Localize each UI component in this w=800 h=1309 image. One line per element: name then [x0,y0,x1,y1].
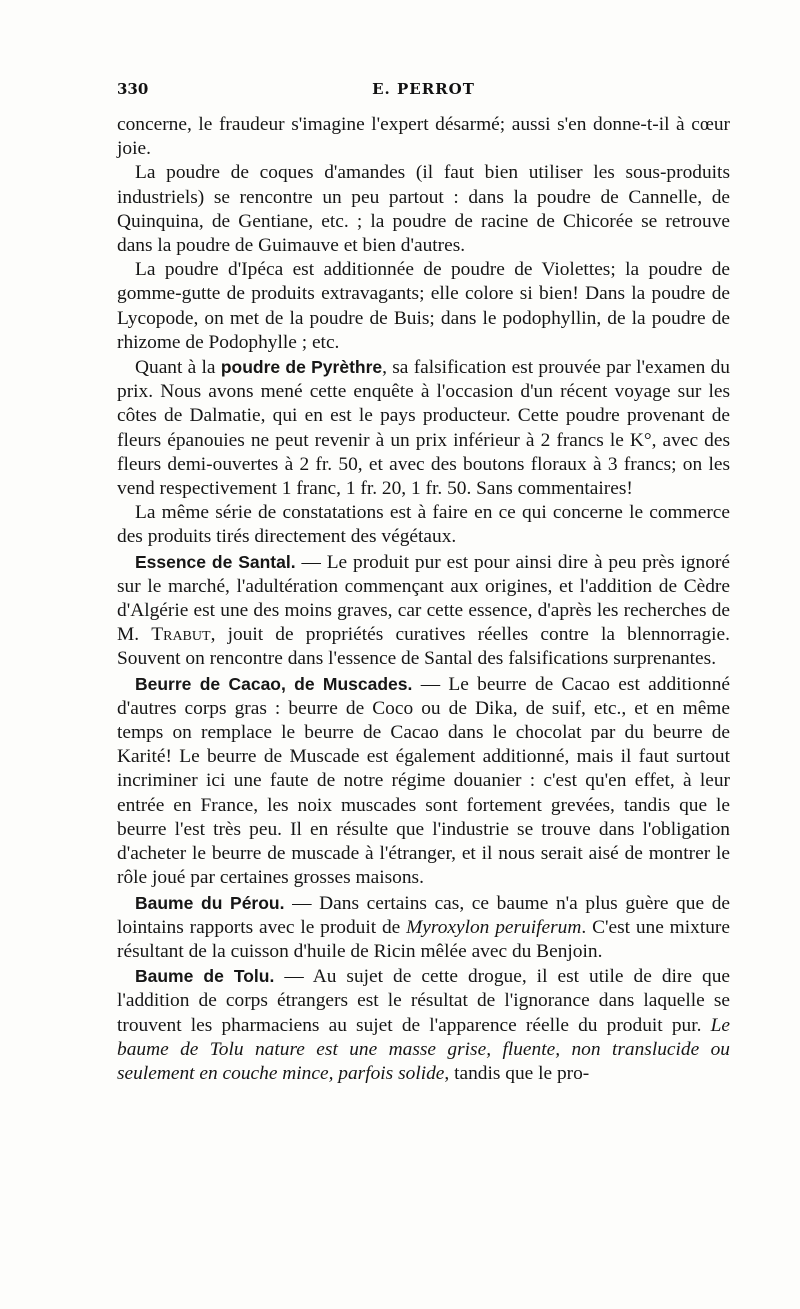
section-term-cacao: Beurre de Cacao, de Muscades. [135,673,413,694]
paragraph-santal [117,550,730,672]
paragraph-text-continued: . C'est une mixture résultant de la cuisson d'huile de Ricin mêlée avec du Benjoin. [117,916,730,962]
paragraph-text: La poudre de coques d'amandes (il faut bien utiliser les sous-produits industriels) se rencontre un peu partout : dans la poudre de Cannelle, de Quinquina, de Gentiane, etc. ; la poudre de racine de Chicorée se retrouve dans la poudre de Guimauve et bien d'autres. [117,162,730,257]
body-text [117,113,730,1086]
paragraph-text: concerne, le fraudeur s'imagine l'expert désarmé; aussi s'en donne-t-il à cœur joie. [117,114,730,160]
running-header [117,80,730,104]
paragraph-continuation [117,113,730,161]
paragraph-text-continued: , tandis que le pro- [444,1062,590,1084]
paragraph-vegetaux [117,501,730,549]
paragraph-text-continued: , jouit de propriétés curatives réelles contre la blennorragie. Souvent on rencontre dans l'essence de Santal des falsifications surprenantes. [117,624,730,670]
italic-description: Le baume de Tolu nature est une masse grise, fluente, non translucide ou seulement en couche mince, parfois solide [117,1014,730,1084]
section-term-tolu: Baume de Tolu. [135,966,275,987]
paragraph-text: — Au sujet de cette drogue, il est utile de dire que l'addition de corps étrangers est le résultat de l'ignorance dans laquelle se trouvent les pharmaciens au sujet de l'apparence réelle du produit pur. [117,966,730,1036]
species-name-italic: Myroxylon peruiferum [406,916,582,938]
paragraph-tolu [117,964,730,1086]
section-term-pyrethre: poudre de Pyrèthre [220,357,383,378]
cited-author-name: Trabut [151,624,211,646]
paragraph-text: — Dans certains cas, ce baume n'a plus guère que de lointains rapports avec le produit de [117,892,730,938]
paragraph-perou [117,891,730,965]
page-number: 330 [117,80,149,98]
paragraph-text: — Le produit pur est pour ainsi dire à peu près ignoré sur le marché, l'adultération commençant aux origines, et l'addition de Cèdre d'Algérie est une des moins graves, car cette essence, d'après les recherches de M. [117,551,730,646]
paragraph-text: La même série de constatations est à faire en ce qui concerne le commerce des produits tirés directement des végétaux. [117,502,730,548]
paragraph-cacao [117,672,730,891]
paragraph-pyrethre [117,355,730,501]
paragraph-lead: Quant à la [135,357,216,379]
running-head-author: E. PERROT [372,80,475,98]
section-term-santal: Essence de Santal. [135,551,296,572]
section-term-perou: Baume du Pérou. [135,892,285,913]
paragraph-coques-amandes [117,161,730,258]
paragraph-ipeca [117,258,730,355]
paragraph-text: La poudre d'Ipéca est additionnée de poudre de Violettes; la poudre de gomme-gutte de produits extravagants; elle colore si bien! Dans la poudre de Lycopode, on met de la poudre de Buis; dans le podophyllin, de la poudre de rhizome de Podophylle ; etc. [117,259,730,353]
paragraph-text: , sa falsification est prouvée par l'examen du prix. Nous avons mené cette enquête à l'occasion d'un récent voyage sur les côtes de Dalmatie, qui en est le pays producteur. Cette poudre provenant de fleurs épanouies ne peut revenir à un prix inférieur à 2 francs le K°, avec des fleurs demi-ouvertes à 2 fr. 50, et avec des boutons floraux à 3 francs; on les vend respectivement 1 franc, 1 fr. 20, 1 fr. 50. Sans commentaires! [117,357,730,500]
paragraph-text: — Le beurre de Cacao est additionné d'autres corps gras : beurre de Coco ou de Dika, de suif, etc., et en même temps on remplace le beurre de Cacao dans le chocolat par du beurre de Karité! Le beurre de Muscade est également additionné, mais il faut surtout incriminer ici une faute de notre régime douanier : c'est qu'en effet, à leur entrée en France, les noix muscades sont fortement grevées, tandis que le beurre l'est très peu. Il en résulte que l'industrie se trouve dans l'obligation d'acheter le beurre de muscade à l'étranger, et il nous serait aisé de montrer le rôle joué par certaines grosses maisons. [117,673,730,889]
